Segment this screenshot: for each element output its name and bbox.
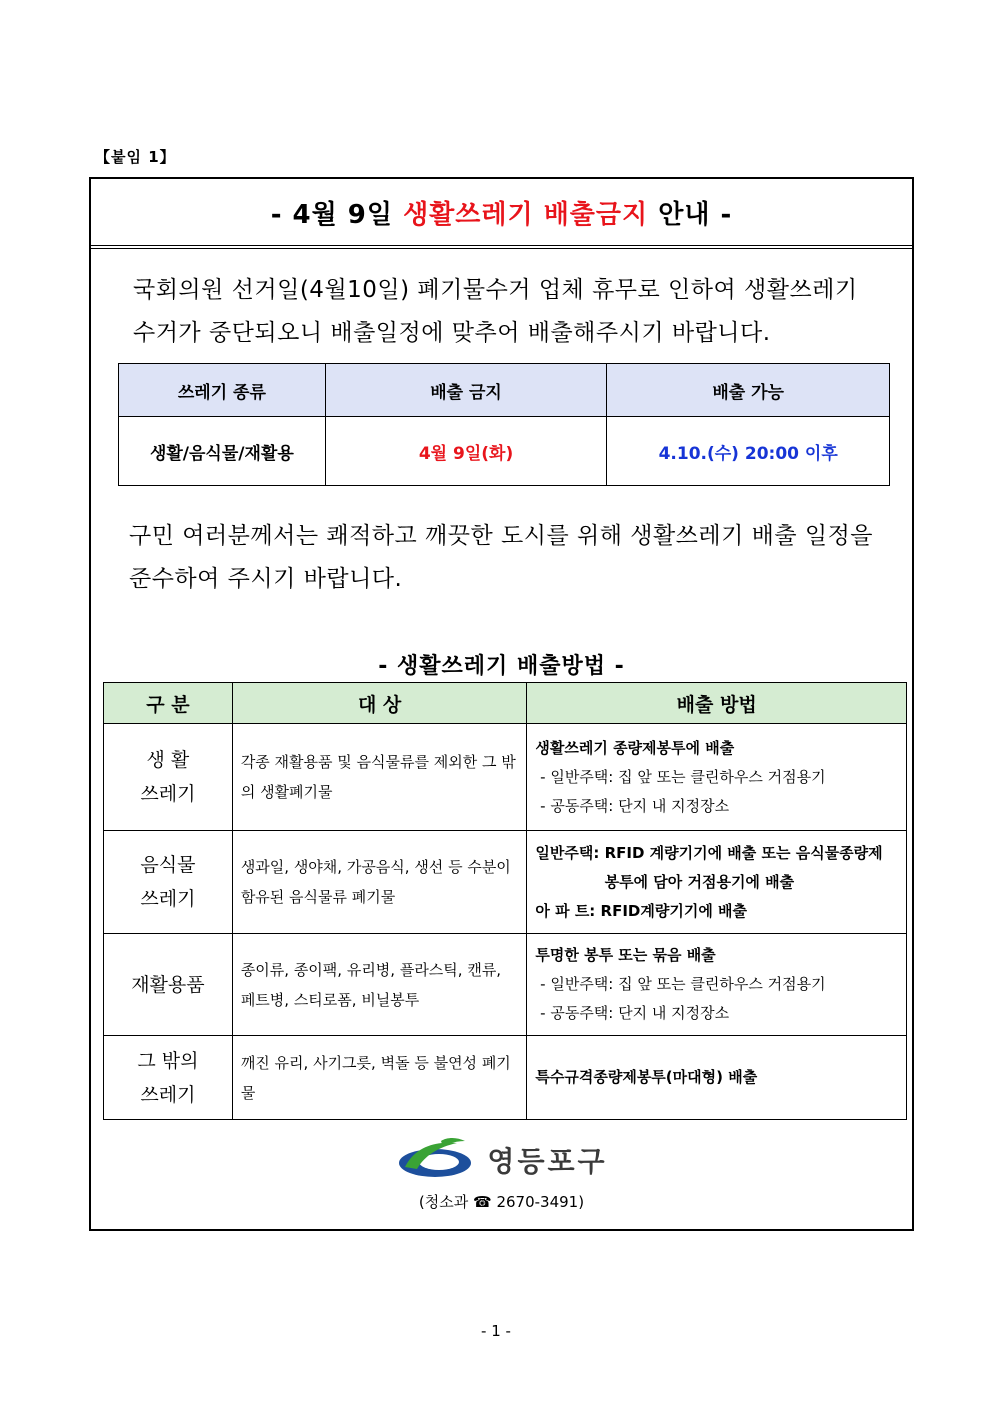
schedule-header-allowed: 배출 가능 xyxy=(607,364,890,417)
method-cell xyxy=(527,1036,907,1120)
category-cell xyxy=(104,831,233,934)
category-line: 생 활 xyxy=(146,749,190,771)
schedule-header-row xyxy=(119,364,890,417)
method-line-value: 집 앞 또는 클린하우스 거점용기 xyxy=(618,975,826,993)
method-cell xyxy=(527,831,907,934)
method-line xyxy=(535,897,898,926)
schedule-table xyxy=(118,363,890,486)
intro-paragraph xyxy=(133,269,893,355)
attachment-label: 【붙임 1】 xyxy=(95,148,176,166)
schedule-allowed-cell: 4.10.(수) 20:00 이후 xyxy=(607,417,890,486)
method-cell xyxy=(527,934,907,1036)
method-line-key: 아 파 트: xyxy=(535,901,601,920)
notice-paragraph xyxy=(129,515,899,601)
page-number: - 1 - xyxy=(481,1322,511,1340)
title-suffix: 안내 - xyxy=(648,199,733,230)
methods-row-general xyxy=(104,724,907,831)
method-line-value: 단지 내 지정장소 xyxy=(618,1004,730,1022)
methods-header-target: 대 상 xyxy=(232,683,527,724)
schedule-banned-cell: 4월 9일(화) xyxy=(325,417,607,486)
category-line: 재활용품 xyxy=(131,973,205,996)
method-cell xyxy=(527,724,907,831)
category-cell xyxy=(104,1036,233,1120)
methods-row-recycle xyxy=(104,934,907,1036)
intro-line: 국회의원 선거일(4월10일) 폐기물수거 업체 휴무로 인하여 생활쓰레기 xyxy=(133,277,858,303)
schedule-header-banned: 배출 금지 xyxy=(325,364,607,417)
notice-line: 구민 여러분께서는 쾌적하고 깨끗한 도시를 위해 생활쓰레기 배출 일정을 xyxy=(129,523,874,549)
target-cell: 생과일, 생야채, 가공음식, 생선 등 수분이 함유된 음식물류 폐기물 xyxy=(232,831,527,934)
method-line-key: - 일반주택: xyxy=(535,975,619,993)
method-head: 투명한 봉투 또는 묶음 배출 xyxy=(535,946,716,964)
title-prefix: - 4월 9일 xyxy=(270,199,404,230)
method-line-value: 집 앞 또는 클린하우스 거점용기 xyxy=(618,767,826,786)
contact-info: (청소과 ☎ 2670-3491) xyxy=(418,1193,585,1211)
schedule-row xyxy=(119,417,890,486)
schedule-type-cell: 생활/음식물/재활용 xyxy=(119,417,326,486)
methods-table xyxy=(103,682,907,1120)
method-head: 특수규격종량제봉투(마대형) 배출 xyxy=(535,1068,758,1086)
target-cell: 깨진 유리, 사기그릇, 벽돌 등 불연성 폐기물 xyxy=(232,1036,527,1120)
method-line-value: RFID 계량기기에 배출 또는 음식물종량제 봉투에 담아 거점용기에 배출 xyxy=(604,843,883,891)
category-line: 음식물 xyxy=(140,854,196,876)
schedule-header-type: 쓰레기 종류 xyxy=(119,364,326,417)
method-line-key: 일반주택: xyxy=(535,843,605,862)
method-line-key: - 공동주택: xyxy=(535,796,619,815)
district-name: 영등포구 xyxy=(487,1145,608,1178)
notice-frame xyxy=(89,177,914,1231)
method-line xyxy=(535,999,898,1028)
yeongdeungpo-emblem-icon xyxy=(395,1137,475,1183)
title-highlight: 생활쓰레기 배출금지 xyxy=(403,199,649,230)
method-line xyxy=(535,970,898,999)
methods-row-food xyxy=(104,831,907,934)
method-line-key: - 공동주택: xyxy=(535,1004,619,1022)
method-head: 생활쓰레기 종량제봉투에 배출 xyxy=(535,738,735,757)
method-line-value: RFID계량기기에 배출 xyxy=(600,901,748,920)
notice-title xyxy=(91,179,912,249)
method-line xyxy=(535,839,898,897)
intro-line: 수거가 중단되오니 배출일정에 맞추어 배출해주시기 바랍니다. xyxy=(133,320,771,346)
category-line: 쓰레기 xyxy=(140,888,196,910)
category-cell xyxy=(104,724,233,831)
category-cell xyxy=(104,934,233,1036)
method-line-value: 단지 내 지정장소 xyxy=(618,796,730,815)
district-logo xyxy=(91,1137,912,1183)
methods-row-other xyxy=(104,1036,907,1120)
target-cell: 각종 재활용품 및 음식물류를 제외한 그 밖의 생활폐기물 xyxy=(232,724,527,831)
category-line: 그 밖의 xyxy=(137,1049,199,1072)
methods-header-method: 배출 방법 xyxy=(527,683,907,724)
methods-title: - 생활쓰레기 배출방법 - xyxy=(378,654,625,679)
target-cell: 종이류, 종이팩, 유리병, 플라스틱, 캔류, 페트병, 스티로폼, 비닐봉투 xyxy=(232,934,527,1036)
method-line xyxy=(535,763,898,792)
method-line-key: - 일반주택: xyxy=(535,767,619,786)
method-line xyxy=(535,792,898,821)
category-line: 쓰레기 xyxy=(140,1083,196,1106)
methods-header-row xyxy=(104,683,907,724)
methods-header-category: 구 분 xyxy=(104,683,233,724)
notice-line: 준수하여 주시기 바랍니다. xyxy=(129,566,403,592)
category-line: 쓰레기 xyxy=(140,783,196,805)
